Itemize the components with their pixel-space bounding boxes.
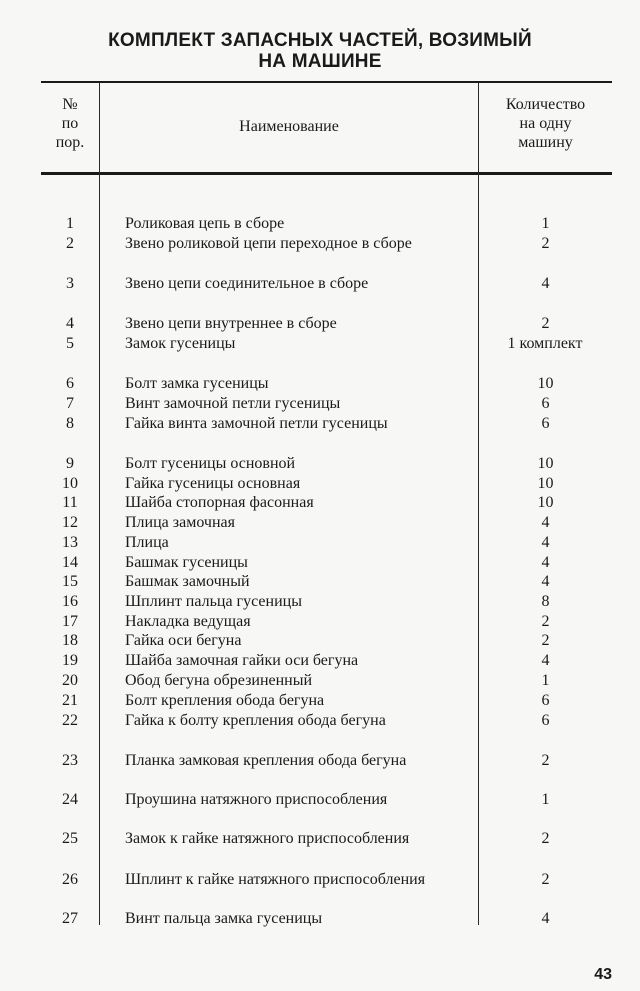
column-header-quantity	[479, 95, 612, 152]
row-name: Накладка ведущая	[125, 613, 251, 630]
row-quantity: 4	[541, 514, 550, 531]
row-quantity: 2	[541, 830, 550, 847]
row-quantity: 1	[541, 791, 550, 808]
row-name: Звено роликовой цепи переходное в сборе	[125, 235, 412, 252]
row-quantity: 4	[541, 910, 550, 927]
row-quantity: 1	[541, 672, 550, 689]
row-quantity: 6	[541, 712, 550, 729]
row-quantity: 10	[537, 475, 554, 492]
row-name: Обод бегуна обрезиненный	[125, 672, 313, 689]
row-quantity: 10	[537, 455, 554, 472]
row-name: Гайка оси бегуна	[125, 632, 242, 649]
row-quantity: 4	[541, 554, 550, 571]
row-quantity: 4	[541, 534, 550, 551]
row-name: Башмак замочный	[125, 573, 250, 590]
table-top-rule	[41, 81, 612, 83]
row-name: Гайка винта замочной петли гусеницы	[125, 415, 388, 432]
row-number: 8	[66, 415, 74, 432]
row-number: 10	[62, 475, 78, 492]
row-name: Шплинт пальца гусеницы	[125, 593, 302, 610]
row-name: Гайка гусеницы основная	[125, 475, 301, 492]
title-line-1: КОМПЛЕКТ ЗАПАСНЫХ ЧАСТЕЙ, ВОЗИМЫЙ	[108, 30, 532, 51]
column-header-quantity-line: машину	[518, 134, 573, 151]
row-number: 24	[62, 791, 78, 808]
column-header-number	[41, 95, 99, 152]
table-header-rule	[41, 172, 612, 175]
row-name: Плица	[125, 534, 169, 551]
row-number: 22	[62, 712, 78, 729]
row-number: 2	[66, 235, 74, 252]
row-quantity: 1	[541, 215, 550, 232]
row-quantity: 6	[541, 395, 550, 412]
row-number: 5	[66, 335, 74, 352]
row-number: 13	[62, 534, 78, 551]
row-name: Звено цепи соединительное в сборе	[125, 275, 369, 292]
row-number: 21	[62, 692, 78, 709]
column-header-number-line: №	[62, 96, 78, 113]
row-number: 7	[66, 395, 74, 412]
row-name: Башмак гусеницы	[125, 554, 248, 571]
row-number: 25	[62, 830, 78, 847]
row-number: 14	[62, 554, 78, 571]
row-name: Болт замка гусеницы	[125, 375, 269, 392]
row-quantity: 10	[537, 375, 554, 392]
column-header-number-line: пор.	[55, 134, 85, 151]
row-name: Шайба замочная гайки оси бегуна	[125, 652, 359, 669]
column-divider-1	[99, 83, 100, 925]
row-number: 15	[62, 573, 78, 590]
column-header-quantity-line: на одну	[519, 115, 572, 132]
row-quantity: 2	[541, 235, 550, 252]
row-number: 17	[62, 613, 78, 630]
row-name: Плица замочная	[125, 514, 235, 531]
row-quantity: 2	[541, 752, 550, 769]
row-name: Винт замочной петли гусеницы	[125, 395, 341, 412]
row-name: Проушина натяжного приспособления	[125, 791, 388, 808]
page-title	[0, 30, 640, 72]
row-name: Замок гусеницы	[125, 335, 236, 352]
column-header-quantity-line: Количество	[505, 96, 586, 113]
row-quantity: 8	[541, 593, 550, 610]
column-header-number-line: по	[61, 115, 79, 132]
row-quantity: 6	[541, 692, 550, 709]
row-quantity: 2	[541, 613, 550, 630]
row-number: 16	[62, 593, 78, 610]
column-header-name: Наименование	[239, 118, 339, 135]
row-quantity: 1 комплект	[507, 335, 583, 352]
row-number: 3	[66, 275, 74, 292]
row-quantity: 4	[541, 275, 550, 292]
row-number: 11	[62, 494, 78, 511]
row-number: 19	[62, 652, 78, 669]
row-name: Звено цепи внутреннее в сборе	[125, 315, 337, 332]
row-number: 1	[66, 215, 74, 232]
row-number: 23	[62, 752, 78, 769]
title-line-2: НА МАШИНЕ	[258, 51, 382, 72]
row-number: 9	[66, 455, 74, 472]
row-quantity: 6	[541, 415, 550, 432]
row-quantity: 2	[541, 632, 550, 649]
row-name: Планка замковая крепления обода бегуна	[125, 752, 407, 769]
row-quantity: 4	[541, 652, 550, 669]
row-number: 26	[62, 871, 78, 888]
row-name: Замок к гайке натяжного приспособления	[125, 830, 410, 847]
row-name: Шайба стопорная фасонная	[125, 494, 314, 511]
page-number: 43	[594, 966, 612, 983]
row-number: 12	[62, 514, 78, 531]
row-quantity: 4	[541, 573, 550, 590]
row-name: Винт пальца замка гусеницы	[125, 910, 323, 927]
row-quantity: 10	[537, 494, 554, 511]
row-number: 20	[62, 672, 78, 689]
row-number: 27	[62, 910, 78, 927]
row-name: Болт крепления обода бегуна	[125, 692, 325, 709]
row-name: Гайка к болту крепления обода бегуна	[125, 712, 386, 729]
row-quantity: 2	[541, 871, 550, 888]
row-quantity: 2	[541, 315, 550, 332]
row-number: 4	[66, 315, 74, 332]
row-name: Роликовая цепь в сборе	[125, 215, 285, 232]
row-name: Болт гусеницы основной	[125, 455, 296, 472]
row-number: 6	[66, 375, 74, 392]
row-name: Шплинт к гайке натяжного приспособления	[125, 871, 426, 888]
row-number: 18	[62, 632, 78, 649]
